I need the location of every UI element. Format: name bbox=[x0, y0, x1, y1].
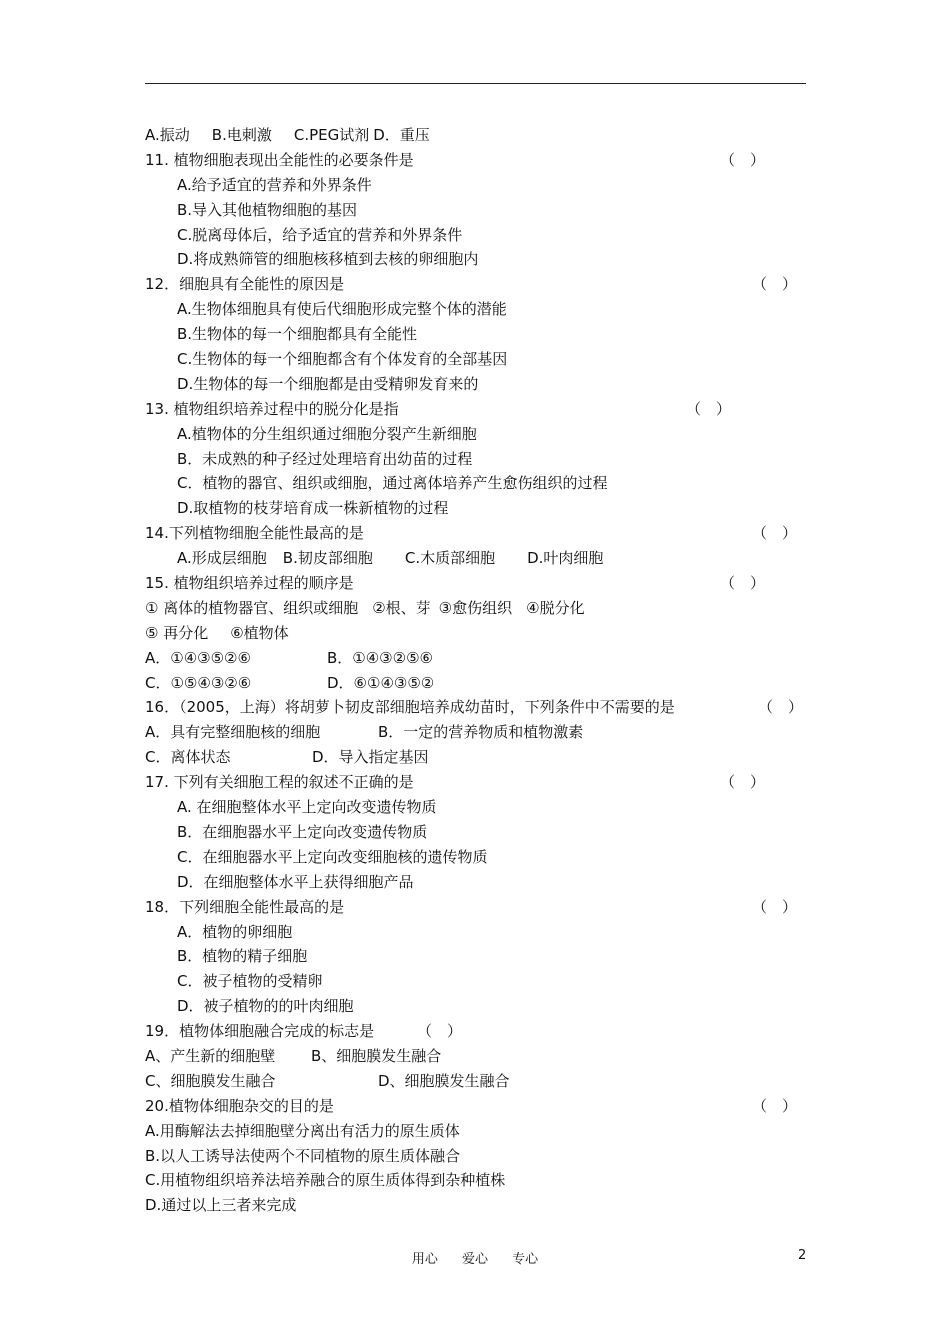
q19-options-row-2 bbox=[145, 1069, 806, 1094]
q16-option-d: D．导入指定基因 bbox=[312, 748, 429, 767]
q12-answer-paren: （ ） bbox=[752, 275, 798, 294]
q17-option-d: D．在细胞整体水平上获得细胞产品 bbox=[177, 872, 414, 891]
q17-stem-line bbox=[145, 770, 806, 795]
q13-option-c: C．植物的器官、组织或细胞，通过离体培养产生愈伤组织的过程 bbox=[177, 474, 608, 493]
q15-stem-line bbox=[145, 571, 806, 596]
q15-stem: 15. 植物组织培养过程的顺序是 bbox=[145, 574, 354, 593]
q11-stem-line bbox=[145, 148, 806, 173]
q14-stem: 14.下列植物细胞全能性最高的是 bbox=[145, 524, 364, 543]
q12-option-b: B.生物体的每一个细胞都具有全能性 bbox=[177, 325, 418, 344]
q11-option-a: A.给予适宜的营养和外界条件 bbox=[177, 175, 372, 194]
q16-stem-line bbox=[145, 695, 806, 720]
q14-option-b: B.韧皮部细胞 bbox=[282, 549, 373, 568]
q20-stem: 20.植物体细胞杂交的目的是 bbox=[145, 1096, 334, 1115]
q12-option-d: D.生物体的每一个细胞都是由受精卵发育来的 bbox=[177, 374, 479, 393]
question-list bbox=[145, 123, 806, 1218]
q20-stem-line bbox=[145, 1094, 806, 1119]
q18-stem: 18．下列细胞全能性最高的是 bbox=[145, 897, 345, 916]
q20-option-d: D.通过以上三者来完成 bbox=[145, 1196, 297, 1215]
q16-option-c: C．离体状态 bbox=[145, 748, 231, 767]
q19-stem-line bbox=[145, 1019, 806, 1044]
header-rule bbox=[145, 83, 806, 84]
q16-option-b: B．一定的营养物质和植物激素 bbox=[378, 723, 584, 742]
q18-option-d: D．被子植物的的叶肉细胞 bbox=[177, 997, 354, 1016]
q18-stem-line bbox=[145, 895, 806, 920]
q20-option-b: B.以人工诱导法使两个不同植物的原生质体融合 bbox=[145, 1146, 461, 1165]
q20-option-c: C.用植物组织培养法培养融合的原生质体得到杂种植株 bbox=[145, 1171, 506, 1190]
q13-answer-paren: （ ） bbox=[686, 399, 732, 418]
footer-word-1: 用心 bbox=[411, 1252, 438, 1267]
q19-options-row-1 bbox=[145, 1044, 806, 1069]
q12-stem-line bbox=[145, 272, 806, 297]
q16-stem: 16．（2005，上海）将胡萝卜韧皮部细胞培养成幼苗时，下列条件中不需要的是 bbox=[145, 698, 675, 717]
q14-option-c: C.木质部细胞 bbox=[404, 549, 496, 568]
q18-answer-paren: （ ） bbox=[752, 897, 798, 916]
q14-stem-line bbox=[145, 521, 806, 546]
q11-answer-paren: （ ） bbox=[720, 150, 766, 169]
q15-item-2: ②根、芽 bbox=[372, 598, 431, 617]
q12-option-c: C.生物体的每一个细胞都含有个体发育的全部基因 bbox=[177, 350, 508, 369]
q14-options bbox=[145, 546, 806, 571]
q16-options-row-2 bbox=[145, 745, 806, 770]
q11-option-b: B.导入其他植物细胞的基因 bbox=[177, 200, 358, 219]
q15-option-d: D．⑥①④③⑤② bbox=[327, 673, 435, 692]
q10-options bbox=[145, 123, 806, 148]
q10-option-c: C.PEG试剂 bbox=[293, 126, 370, 144]
q19-option-d: D、细胞膜发生融合 bbox=[378, 1071, 510, 1090]
q13-stem-line bbox=[145, 397, 806, 422]
q20-option-a: A.用酶解法去掉细胞壁分离出有活力的原生质体 bbox=[145, 1121, 460, 1140]
q13-stem: 13. 植物组织培养过程中的脱分化是指 bbox=[145, 399, 399, 418]
q11-option-c: C.脱离母体后，给予适宜的营养和外界条件 bbox=[177, 225, 463, 244]
q17-answer-paren: （ ） bbox=[720, 773, 766, 792]
q14-option-a: A.形成层细胞 bbox=[177, 549, 267, 568]
q10-option-a: A.振动 bbox=[145, 126, 190, 144]
q15-item-1: ① 离体的植物器官、组织或细胞 bbox=[145, 598, 359, 617]
footer-word-3: 专心 bbox=[512, 1252, 539, 1267]
q17-option-b: B．在细胞器水平上定向改变遗传物质 bbox=[177, 822, 428, 841]
page-number: 2 bbox=[798, 1248, 807, 1263]
q18-option-a: A．植物的卵细胞 bbox=[177, 922, 293, 941]
q15-item-5: ⑤ 再分化 bbox=[145, 623, 209, 642]
q12-stem: 12．细胞具有全能性的原因是 bbox=[145, 275, 345, 294]
q19-option-a: A、产生新的细胞壁 bbox=[145, 1046, 276, 1065]
q15-option-c: C．①⑤④③②⑥ bbox=[145, 673, 252, 692]
q15-answer-paren: （ ） bbox=[720, 574, 766, 593]
q15-option-b: B．①④③②⑤⑥ bbox=[327, 648, 433, 667]
q17-option-a: A. 在细胞整体水平上定向改变遗传物质 bbox=[177, 798, 437, 817]
q19-answer-paren: （ ） bbox=[417, 1022, 463, 1041]
q15-option-a: A．①④③⑤②⑥ bbox=[145, 648, 251, 667]
q18-option-c: C．被子植物的受精卵 bbox=[177, 972, 323, 991]
q17-option-c: C．在细胞器水平上定向改变细胞核的遗传物质 bbox=[177, 847, 488, 866]
q19-option-b: B、细胞膜发生融合 bbox=[311, 1046, 442, 1065]
q15-options-row-2 bbox=[145, 671, 806, 696]
q19-option-c: C、细胞膜发生融合 bbox=[145, 1071, 276, 1090]
q15-item-4: ④脱分化 bbox=[526, 598, 585, 617]
q13-option-b: B．未成熟的种子经过处理培育出幼苗的过程 bbox=[177, 449, 473, 468]
q15-items-row-2 bbox=[145, 621, 806, 646]
q16-answer-paren: （ ） bbox=[758, 698, 804, 717]
q10-option-b: B.电刺激 bbox=[211, 126, 272, 144]
q13-option-a: A.植物体的分生组织通过细胞分裂产生新细胞 bbox=[177, 424, 477, 443]
q12-option-a: A.生物体细胞具有使后代细胞形成完整个体的潜能 bbox=[177, 300, 507, 319]
q16-option-a: A．具有完整细胞核的细胞 bbox=[145, 723, 321, 742]
q11-option-d: D.将成熟筛管的细胞核移植到去核的卵细胞内 bbox=[177, 250, 479, 269]
q18-option-b: B．植物的精子细胞 bbox=[177, 947, 308, 966]
q14-answer-paren: （ ） bbox=[752, 524, 798, 543]
q15-item-3: ③愈伤组织 bbox=[438, 598, 513, 617]
q16-options-row-1 bbox=[145, 720, 806, 745]
footer-word-2: 爱心 bbox=[461, 1252, 488, 1267]
q14-option-d: D.叶肉细胞 bbox=[527, 549, 604, 568]
q10-option-d: D．重压 bbox=[373, 126, 430, 144]
q20-answer-paren: （ ） bbox=[752, 1096, 798, 1115]
q17-stem: 17. 下列有关细胞工程的叙述不正确的是 bbox=[145, 773, 414, 792]
q13-option-d: D.取植物的枝芽培育成一株新植物的过程 bbox=[177, 499, 449, 518]
q11-stem: 11. 植物细胞表现出全能性的必要条件是 bbox=[145, 150, 414, 169]
page-footer bbox=[0, 1248, 950, 1267]
q19-stem: 19．植物体细胞融合完成的标志是 bbox=[145, 1022, 375, 1041]
q15-item-6: ⑥植物体 bbox=[230, 623, 289, 642]
q15-options-row-1 bbox=[145, 646, 806, 671]
q15-items-row-1 bbox=[145, 596, 806, 621]
